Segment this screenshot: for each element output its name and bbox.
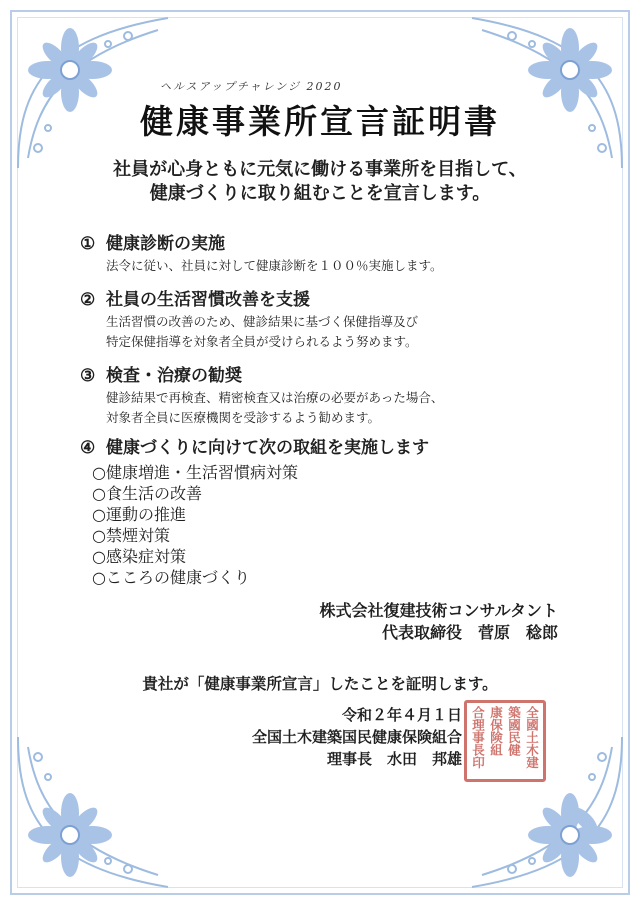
item-heading-text: 健康診断の実施	[106, 234, 225, 254]
commitment-item-3	[80, 364, 580, 428]
body-line: 法令に従い、社員に対して健康診断を１００％実施します。	[106, 258, 443, 273]
corner-ornament-top-left	[8, 8, 178, 178]
floral-ornament-icon	[8, 8, 178, 178]
official-seal-stamp	[464, 700, 546, 782]
corner-ornament-bottom-left	[8, 727, 178, 897]
seal-text-column: 合理事長印	[470, 706, 486, 769]
corner-ornament-top-right	[462, 8, 632, 178]
item-heading-text: 検査・治療の勧奨	[106, 366, 242, 386]
item-heading-text: 健康づくりに向けて次の取組を実施します	[106, 438, 429, 458]
commitment-body	[80, 312, 580, 352]
company-representative: 代表取締役 菅原 稔郎	[381, 623, 558, 642]
program-subtitle: ヘルスアップチャレンジ 2020	[160, 80, 343, 93]
commitment-heading	[80, 364, 580, 388]
commitment-item-1	[80, 232, 580, 276]
certification-statement: 貴社が「健康事業所宣言」したことを証明します。	[142, 674, 498, 693]
body-line: 対象者全員に医療機関を受診するよう勧めます。	[106, 410, 381, 425]
list-item: ○禁煙対策	[92, 526, 170, 545]
commitment-item-2	[80, 288, 580, 352]
commitment-heading	[80, 288, 580, 312]
floral-ornament-icon	[462, 8, 632, 178]
declaration-statement	[0, 158, 640, 206]
page-title: 健康事業所宣言証明書	[140, 102, 500, 141]
measures-list	[92, 462, 298, 588]
list-item: ○健康増進・生活習慣病対策	[92, 463, 298, 482]
commitment-heading	[80, 436, 580, 460]
body-line: 特定保健指導を対象者全員が受けられるよう努めます。	[106, 334, 418, 349]
declaration-line: 健康づくりに取り組むことを宣言します。	[149, 183, 491, 204]
commitment-item-4	[80, 436, 580, 460]
issuer-director: 理事長 水田 邦雄	[326, 750, 462, 768]
item-number: ④	[80, 438, 96, 458]
item-heading-text: 社員の生活習慣改善を支援	[106, 290, 310, 310]
company-block	[319, 600, 558, 644]
list-item: ○運動の推進	[92, 505, 186, 524]
item-number: ②	[80, 290, 96, 310]
company-name: 株式会社復建技術コンサルタント	[319, 601, 558, 620]
body-line: 健診結果で再検査、精密検査又は治療の必要があった場合、	[106, 390, 444, 405]
floral-ornament-icon	[8, 727, 178, 897]
issue-date: 令和２年４月１日	[341, 706, 462, 724]
seal-text-column: 築國民健	[506, 706, 522, 756]
commitment-body	[80, 256, 580, 276]
item-number: ③	[80, 366, 96, 386]
list-item: ○食生活の改善	[92, 484, 202, 503]
list-item: ○感染症対策	[92, 547, 186, 566]
declaration-line: 社員が心身ともに元気に働ける事業所を目指して、	[113, 159, 527, 180]
issuer-block	[252, 704, 462, 770]
body-line: 生活習慣の改善のため、健診結果に基づく保健指導及び	[106, 314, 419, 329]
list-item: ○こころの健康づくり	[92, 568, 250, 587]
issuer-organization: 全国土木建築国民健康保険組合	[251, 728, 462, 746]
commitment-heading	[80, 232, 580, 256]
seal-text-column: 康保険組	[488, 706, 504, 756]
item-number: ①	[80, 234, 96, 254]
commitment-body	[80, 388, 580, 428]
seal-text-column: 全國土木建	[524, 706, 540, 769]
